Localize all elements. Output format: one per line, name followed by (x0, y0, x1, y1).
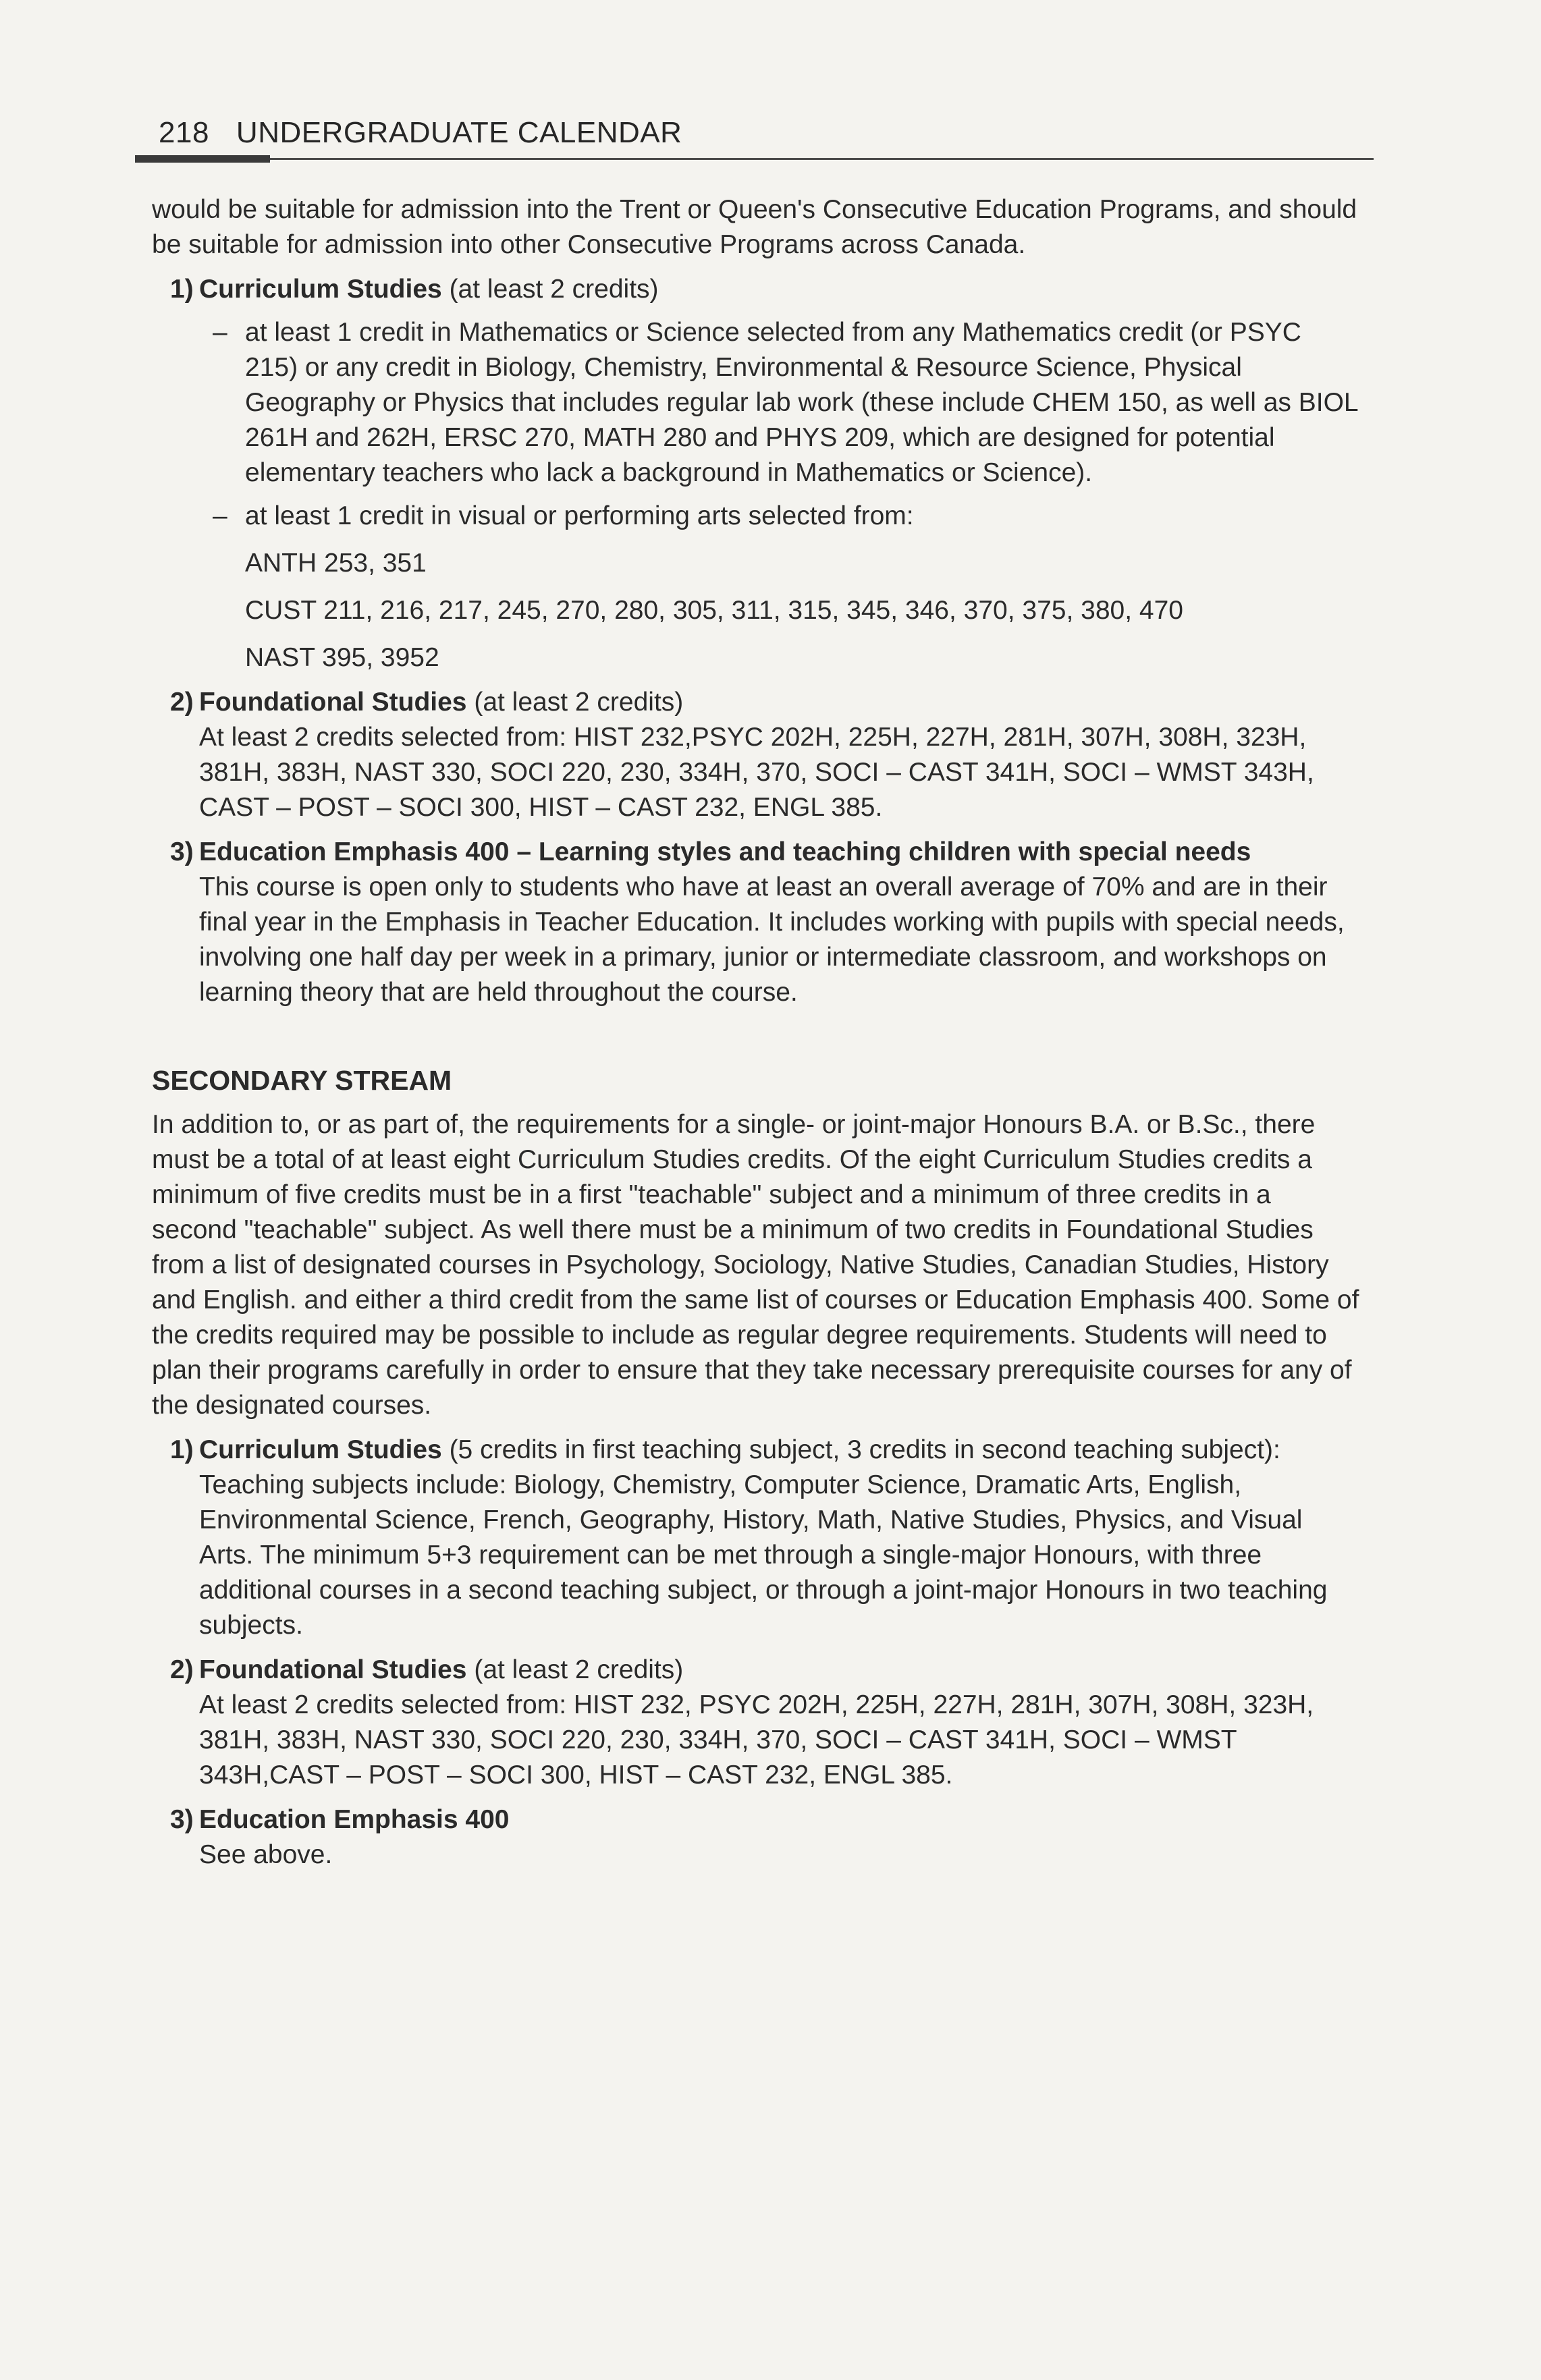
course-list-cust: CUST 211, 216, 217, 245, 270, 280, 305, 311, 315, 345, 346, 370, 375, 380, 470 (245, 596, 1183, 625)
item-suffix: (at least 2 credits) (466, 688, 684, 717)
secondary-item-curriculum-studies (152, 1433, 1360, 1643)
page-number: 218 (159, 116, 209, 149)
item-title: Curriculum Studies (199, 275, 442, 304)
elementary-item-education-emphasis (152, 835, 1360, 1010)
intro-paragraph: would be suitable for admission into the Trent or Queen's Consecutive Education Programs, and should be suitable for admission into other Consecutive Programs across Canada. (152, 195, 1357, 259)
header-rule-accent (135, 155, 270, 163)
item-number: 3) (170, 837, 194, 866)
bullet-text: at least 1 credit in visual or performing arts selected from: (245, 501, 914, 530)
elementary-item-curriculum-studies (152, 272, 1360, 307)
dash-marker: – (213, 501, 227, 530)
item-number: 2) (170, 1655, 194, 1684)
item-body: See above. (199, 1840, 333, 1869)
header-rule (135, 158, 1374, 160)
dash-marker: – (213, 318, 227, 347)
item-title: Education Emphasis 400 (199, 1805, 510, 1834)
bullet-text: at least 1 credit in Mathematics or Science selected from any Mathematics credit (or PSYC 215) or any credit in Biology, Chemistry, Environmental & Resource Science, Physical Geography or Physics that includes regular lab work (these include CHEM 150, as well as BIOL 261H and 262H, ERSC 270, MATH 280 and PHYS 209, which are designed for potential elementary teachers who lack a background in Mathematics or Science). (245, 318, 1358, 487)
elementary-item-foundational-studies (152, 685, 1360, 825)
secondary-item-foundational-studies (152, 1653, 1360, 1793)
secondary-stream-heading: SECONDARY STREAM (152, 1065, 452, 1096)
item-title: Education Emphasis 400 – Learning styles and teaching children with special needs (199, 837, 1251, 866)
secondary-stream-paragraph: In addition to, or as part of, the requirements for a single- or joint-major Honours B.A. or B.Sc., there must be a total of at least eight Curriculum Studies credits. Of the eight Curriculum Studies credits a minimum of five credits must be in a first "teachable" subject and a minimum of three credits in a second "teachable" subject. As well there must be a minimum of two credits in Foundational Studies from a list of designated courses in Psychology, Sociology, Native Studies, Canadian Studies, History and English. and either a third credit from the same list of courses or Education Emphasis 400. Some of the credits required may be possible to include as regular degree requirements. Students will need to plan their programs carefully in order to ensure that they take necessary prerequisite courses for any of the designated courses. (152, 1110, 1359, 1420)
item-title: Foundational Studies (199, 1655, 467, 1684)
page-content (152, 192, 1360, 1873)
item-suffix: (at least 2 credits) (441, 275, 659, 304)
bullet-visual-arts (152, 499, 1360, 534)
item-title: Curriculum Studies (199, 1435, 442, 1464)
item-body: This course is open only to students who have at least an overall average of 70% and are in their final year in the Emphasis in Teacher Education. It includes working with pupils with special needs, involving one half day per week in a primary, junior or intermediate classroom, and workshops on learning theory that are held throughout the course. (199, 873, 1345, 1007)
page-header (159, 116, 682, 150)
running-title: UNDERGRADUATE CALENDAR (236, 116, 682, 149)
course-list-anth: ANTH 253, 351 (245, 549, 427, 578)
item-suffix: (5 credits in first teaching subject, 3 credits in second teaching subject): (441, 1435, 1280, 1464)
item-number: 2) (170, 688, 194, 717)
item-body: At least 2 credits selected from: HIST 232,PSYC 202H, 225H, 227H, 281H, 307H, 308H, 323H, 381H, 383H, NAST 330, SOCI 220, 230, 334H, 370, SOCI – CAST 341H, SOCI – WMST 343H, CAST – POST – SOCI 300, HIST – CAST 232, ENGL 385. (199, 723, 1314, 822)
item-number: 1) (170, 1435, 194, 1464)
item-suffix: (at least 2 credits) (466, 1655, 684, 1684)
course-list-nast: NAST 395, 3952 (245, 643, 439, 672)
item-number: 1) (170, 275, 194, 304)
item-title: Foundational Studies (199, 688, 467, 717)
item-body: Teaching subjects include: Biology, Chemistry, Computer Science, Dramatic Arts, English, Environmental Science, French, Geography, History, Math, Native Studies, Physics, and Visual Arts. The minimum 5+3 requirement can be met through a single-major Honours, with three additional courses in a second teaching subject, or through a joint-major Honours in two teaching subjects. (199, 1470, 1328, 1640)
item-number: 3) (170, 1805, 194, 1834)
bullet-math-science (152, 315, 1360, 491)
item-body: At least 2 credits selected from: HIST 232, PSYC 202H, 225H, 227H, 281H, 307H, 308H, 323H, 381H, 383H, NAST 330, SOCI 220, 230, 334H, 370, SOCI – CAST 341H, SOCI – WMST 343H,CAST – POST – SOCI 300, HIST – CAST 232, ENGL 385. (199, 1690, 1314, 1790)
secondary-item-education-emphasis (152, 1802, 1360, 1873)
